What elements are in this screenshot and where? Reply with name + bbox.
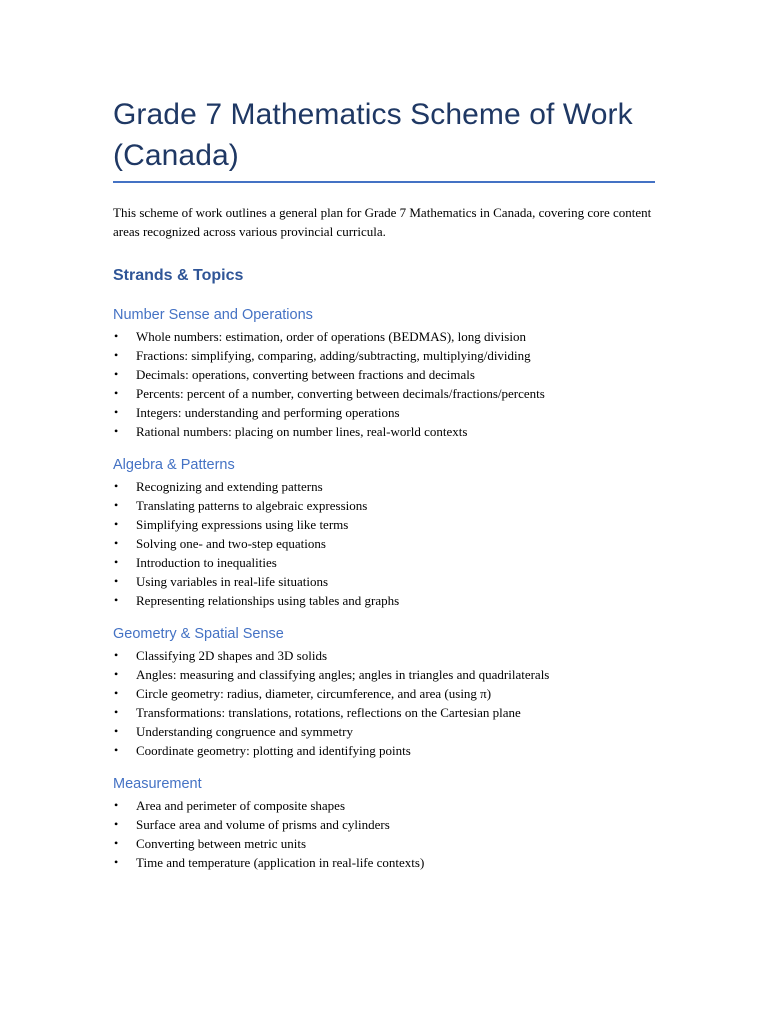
list-item	[113, 496, 655, 515]
list-item	[113, 665, 655, 684]
bullet-icon: •	[114, 798, 119, 812]
bullet-icon: •	[114, 367, 119, 381]
list-item	[113, 815, 655, 834]
bullet-icon: •	[114, 574, 119, 588]
list-item	[113, 477, 655, 496]
bullet-icon: •	[114, 648, 119, 662]
list-item-text: Translating patterns to algebraic expressions	[136, 498, 368, 513]
list-item	[113, 722, 655, 741]
bullet-icon: •	[114, 386, 119, 400]
topic-list	[113, 646, 655, 760]
list-item	[113, 403, 655, 422]
list-item-text: Rational numbers: placing on number lines, real-world contexts	[136, 424, 468, 439]
list-item-text: Area and perimeter of composite shapes	[136, 798, 346, 813]
bullet-icon: •	[114, 705, 119, 719]
topic-list	[113, 477, 655, 610]
list-item	[113, 422, 655, 441]
list-item-text: Angles: measuring and classifying angles; angles in triangles and quadrilaterals	[136, 667, 550, 682]
list-item-text: Simplifying expressions using like terms	[136, 517, 349, 532]
bullet-icon: •	[114, 724, 119, 738]
list-item	[113, 384, 655, 403]
bullet-icon: •	[114, 836, 119, 850]
strand-heading: Measurement	[113, 776, 202, 792]
bullet-icon: •	[114, 667, 119, 681]
bullet-icon: •	[114, 555, 119, 569]
list-item	[113, 684, 655, 703]
title-underline-divider	[113, 181, 655, 183]
bullet-icon: •	[114, 498, 119, 512]
bullet-icon: •	[114, 593, 119, 607]
bullet-icon: •	[114, 536, 119, 550]
strand-heading: Number Sense and Operations	[113, 307, 313, 323]
section-heading-strands-topics: Strands & Topics	[113, 267, 244, 284]
bullet-icon: •	[114, 517, 119, 531]
list-item-text: Understanding congruence and symmetry	[136, 724, 353, 739]
bullet-icon: •	[114, 743, 119, 757]
list-item	[113, 741, 655, 760]
list-item-text: Integers: understanding and performing operations	[136, 405, 400, 420]
bullet-icon: •	[114, 405, 119, 419]
list-item-text: Introduction to inequalities	[136, 555, 277, 570]
list-item	[113, 853, 655, 872]
list-item	[113, 515, 655, 534]
document-title: Grade 7 Mathematics Scheme of Work (Canada)	[113, 98, 633, 172]
bullet-icon: •	[114, 348, 119, 362]
strand-number-sense	[113, 305, 655, 441]
list-item	[113, 365, 655, 384]
bullet-icon: •	[114, 329, 119, 343]
list-item	[113, 327, 655, 346]
list-item-text: Percents: percent of a number, converting between decimals/fractions/percents	[136, 386, 545, 401]
list-item-text: Recognizing and extending patterns	[136, 479, 323, 494]
list-item	[113, 796, 655, 815]
bullet-icon: •	[114, 424, 119, 438]
list-item	[113, 703, 655, 722]
strand-algebra-patterns	[113, 455, 655, 610]
list-item-text: Time and temperature (application in real-life contexts)	[136, 855, 425, 870]
list-item	[113, 646, 655, 665]
list-item-text: Decimals: operations, converting between fractions and decimals	[136, 367, 475, 382]
bullet-icon: •	[114, 855, 119, 869]
strand-heading: Geometry & Spatial Sense	[113, 626, 284, 642]
list-item-text: Circle geometry: radius, diameter, circumference, and area (using π)	[136, 686, 492, 701]
list-item-text: Coordinate geometry: plotting and identifying points	[136, 743, 411, 758]
list-item	[113, 572, 655, 591]
strand-measurement	[113, 774, 655, 872]
bullet-icon: •	[114, 817, 119, 831]
list-item-text: Representing relationships using tables and graphs	[136, 593, 400, 608]
topic-list	[113, 796, 655, 872]
bullet-icon: •	[114, 479, 119, 493]
bullet-icon: •	[114, 686, 119, 700]
strand-heading: Algebra & Patterns	[113, 457, 235, 473]
list-item-text: Fractions: simplifying, comparing, adding/subtracting, multiplying/dividing	[136, 348, 531, 363]
list-item-text: Solving one- and two-step equations	[136, 536, 326, 551]
list-item-text: Transformations: translations, rotations, reflections on the Cartesian plane	[136, 705, 521, 720]
list-item	[113, 591, 655, 610]
list-item-text: Converting between metric units	[136, 836, 307, 851]
list-item	[113, 553, 655, 572]
list-item	[113, 346, 655, 365]
list-item-text: Surface area and volume of prisms and cylinders	[136, 817, 390, 832]
list-item-text: Whole numbers: estimation, order of operations (BEDMAS), long division	[136, 329, 526, 344]
list-item	[113, 834, 655, 853]
intro-paragraph: This scheme of work outlines a general plan for Grade 7 Mathematics in Canada, covering core content areas recognized across various provincial curricula.	[113, 205, 652, 239]
list-item-text: Using variables in real-life situations	[136, 574, 329, 589]
document-page	[113, 94, 655, 872]
list-item-text: Classifying 2D shapes and 3D solids	[136, 648, 328, 663]
list-item	[113, 534, 655, 553]
strand-geometry-spatial-sense	[113, 624, 655, 760]
topic-list	[113, 327, 655, 441]
